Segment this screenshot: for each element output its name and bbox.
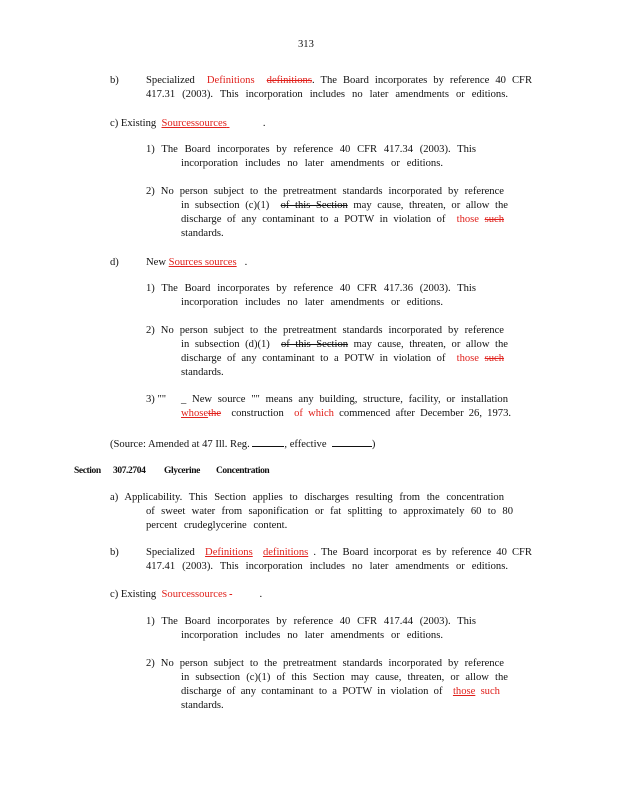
item-c3-2-line4: standards.	[181, 700, 224, 711]
item-d-marker: d)	[110, 257, 119, 268]
inserted-text: Sourcessources	[161, 589, 227, 600]
item-c3-2-line2: in subsection (c)(1) of this Section may cause, threaten, or allow the	[181, 672, 508, 683]
item-a-line2: of sweet water from saponification or fat splitting to approximately 60 to 80	[146, 506, 513, 517]
deleted-text: such	[484, 214, 504, 225]
section-heading-label: Section	[74, 466, 101, 476]
item-d2-line3: discharge of any contaminant to a POTW in violation of those such	[181, 353, 504, 364]
deleted-text: such	[484, 353, 504, 364]
item-c3-2-line1: 2) No person subject to the pretreatment standards incorporated by reference	[146, 658, 504, 669]
section-heading-number: 307.2704	[113, 466, 146, 476]
deleted-text: of this Section	[280, 200, 348, 211]
item-b2-line2: 417.41 (2003). This incorporation includes no later amendments or editions.	[146, 561, 508, 572]
effective-blank	[332, 436, 372, 447]
section-heading-title: Glycerine Concentration	[164, 466, 270, 476]
item-c3-1-line2: incorporation includes no later amendments or editions.	[181, 630, 443, 641]
inserted-text: such	[480, 686, 500, 697]
item-a-line1: a) Applicability. This Section applies to discharges resulting from the concentration	[110, 492, 504, 503]
item-a-line3: percent crudeglycerine content.	[146, 520, 288, 531]
source-note: (Source: Amended at 47 Ill. Reg. , effective )	[110, 436, 375, 452]
item-d3-marker: 3) ""	[146, 394, 167, 405]
item-d2-line2: in subsection (d)(1) of this Section may cause, threaten, or allow the	[181, 339, 508, 350]
item-b-line2: 417.31 (2003). This incorporation includes no later amendments or editions.	[146, 89, 508, 100]
item-c1-line2: incorporation includes no later amendments or editions.	[181, 158, 443, 169]
inserted-text: of which	[294, 408, 334, 419]
item-b2-line1: Specialized Definitions definitions . The Board incorporat es by reference 40 CFR	[146, 547, 533, 558]
inserted-text: those	[456, 353, 479, 364]
item-c2-line4: standards.	[181, 228, 224, 239]
item-d2-line1: 2) No person subject to the pretreatment standards incorporated by reference	[146, 325, 504, 336]
deleted-text: of this Section	[280, 339, 349, 350]
item-c3-1-line1: 1) The Board incorporates by reference 40 CFR 417.44 (2003). This	[146, 616, 476, 627]
inserted-text: definitions	[262, 547, 309, 558]
item-d-heading: New Sources sources .	[146, 257, 248, 268]
item-c3-2-line3: discharge of any contaminant to a POTW in violation of those such	[181, 686, 500, 697]
word: Specialized	[146, 75, 195, 86]
item-d1-line1: 1) The Board incorporates by reference 40 CFR 417.36 (2003). This	[146, 283, 476, 294]
item-c1-line1: 1) The Board incorporates by reference 40 CFR 417.34 (2003). This	[146, 144, 476, 155]
reg-blank	[252, 436, 284, 447]
deleted-text: the	[208, 408, 222, 419]
item-c-heading: c) Existing Sourcessources .	[110, 118, 266, 129]
item-c2-line3: discharge of any contaminant to a POTW in violation of those such	[181, 214, 504, 225]
text: . The Board incorporates by reference 40 CFR	[311, 75, 533, 86]
inserted-text: Definitions	[205, 547, 253, 558]
inserted-text: those	[452, 686, 476, 697]
inserted-text: those	[456, 214, 479, 225]
inserted-text: Sources sources	[168, 257, 237, 268]
item-d1-line2: incorporation includes no later amendments or editions.	[181, 297, 443, 308]
item-b-line1	[146, 74, 532, 88]
inserted-text: whose	[181, 408, 209, 419]
inserted-text: Sourcessources	[161, 118, 227, 129]
inserted-text: Definitions	[206, 75, 255, 86]
deleted-text: definitions	[266, 75, 312, 86]
page-number: 313	[298, 39, 314, 50]
item-d3-line2: whosethe construction of which commenced after December 26, 1973.	[181, 408, 512, 419]
item-b-marker: b)	[110, 75, 119, 86]
item-c3-heading: c) Existing Sourcessources .	[110, 589, 263, 600]
item-c2-line2: in subsection (c)(1) of this Section may cause, threaten, or allow the	[181, 200, 508, 211]
item-b2-marker: b)	[110, 547, 119, 558]
item-d2-line4: standards.	[181, 367, 224, 378]
item-d3-line1: _ New source "" means any building, structure, facility, or installation	[181, 394, 508, 405]
item-c2-line1: 2) No person subject to the pretreatment standards incorporated by reference	[146, 186, 504, 197]
